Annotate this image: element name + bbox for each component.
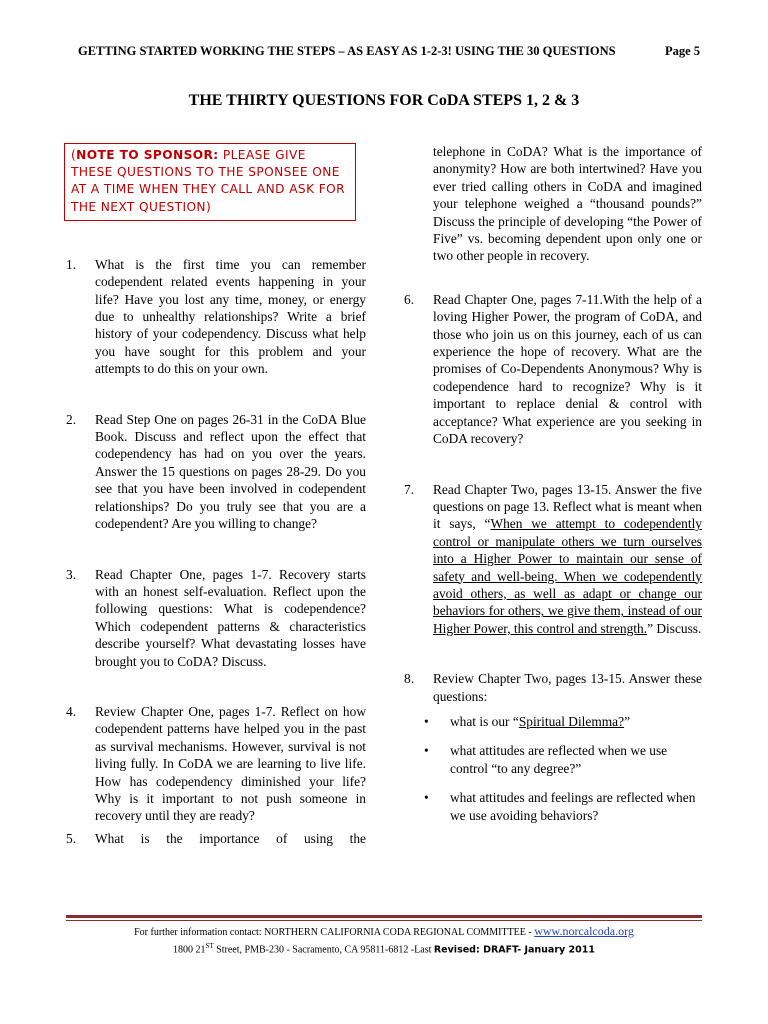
question-number: 8. (404, 671, 415, 687)
question-text: What is the importance of using the (95, 830, 366, 846)
question-text: Review Chapter Two, pages 13-15. Answer these questions: (433, 671, 702, 704)
bullet-text: what attitudes and feelings are reflected when we use avoiding behaviors? (450, 790, 696, 823)
page-header (78, 44, 700, 62)
footer-address-sup: ST (205, 941, 214, 950)
question-3 (66, 566, 366, 670)
question-number: 6. (404, 291, 415, 307)
bullet-item (424, 713, 702, 730)
page-number: Page 5 (664, 44, 700, 58)
question-1 (66, 256, 366, 378)
footer-address-b: Street, PMB-230 - Sacramento, CA 95811-6812 -Last (213, 943, 434, 955)
bullet-text-end: ” (624, 713, 631, 729)
footer-contact: For further information contact: NORTHERN CALIFORNIA CODA REGIONAL COMMITTEE - (134, 927, 535, 938)
note-label: NOTE TO SPONSOR: (76, 148, 219, 162)
question-6 (404, 291, 702, 448)
question-number: 2. (66, 411, 77, 427)
running-title: GETTING STARTED WORKING THE STEPS – AS EASY AS 1-2-3! USING THE 30 QUESTIONS (78, 44, 616, 58)
question-7-quote: When we attempt to codependently control or manipulate others we turn ourselves into a Higher Power to maintain our sense of safety and well-being. When we codependently avoid others, as well as adapt or change our behaviors for others, we give them, instead of our Higher Power, this control and strength. (433, 516, 702, 636)
question-7-intro: Read Chapter Two, pages 13-15. Answer the five questions on page 13. Reflect what is meant when it says, “ (433, 481, 702, 532)
footer-rule (66, 915, 702, 918)
question-8 (404, 670, 702, 705)
question-8-bullets (404, 713, 702, 824)
sponsor-note (64, 143, 356, 221)
bullet-icon: • (424, 790, 429, 806)
question-number: 7. (404, 481, 415, 497)
page-title: THE THIRTY QUESTIONS FOR CoDA STEPS 1, 2 & 3 (188, 92, 580, 109)
question-text: Review Chapter One, pages 1-7. Reflect on how codependent patterns have helped you in the past as survival mechanisms. However, survival is not living fully. In CoDA we are learning to live life. How has codependency diminished your life? Why is it important to not push someone in recovery until they are ready? (95, 703, 366, 824)
bullet-text: what is our “ (450, 713, 519, 729)
question-number: 1. (66, 256, 77, 272)
footer-line-2 (0, 940, 768, 957)
question-7 (404, 481, 702, 638)
website-link[interactable]: www.norcalcoda.org (534, 924, 634, 938)
right-column (404, 143, 702, 836)
question-text: What is the first time you can remember codependent related events happening in your life? Have you lost any time, money, or energy due to unhealthy relationships? Write a brief history of your codependency. Discuss what help you have sought for this problem and your attempts to do this on your own. (95, 256, 366, 377)
left-column (66, 143, 366, 847)
bullet-text: what attitudes are reflected when we use control “to any degree?” (450, 743, 668, 776)
question-5-continued: telephone in CoDA? What is the importance of anonymity? How are both intertwined? Have you ever tried calling others in CoDA and imagined your telephone weighed a “thousand pounds?” Discuss the principle of developing “the Power of Five” vs. becoming dependent upon only one or two other people in recovery. (433, 144, 702, 264)
question-5 (66, 830, 366, 847)
bullet-icon: • (424, 743, 429, 759)
bullet-item (424, 789, 702, 824)
footer-address-a: 1800 21 (173, 943, 206, 955)
question-2 (66, 411, 366, 533)
question-number: 3. (66, 566, 77, 582)
footer-rule-thin (66, 920, 702, 921)
question-text: Read Chapter One, pages 7-11.With the help of a loving Higher Power, the program of CoDA, and those who join us on this journey, each of us can experience the hope of recovery. What are the promises of Co-Dependents Anonymous? Why is codependence hard to recognize? Why is it important to replace denial & control with acceptance? What experience are you seeking in CoDA recovery? (433, 291, 702, 447)
question-7-outro: ” Discuss. (647, 620, 702, 636)
question-4 (66, 703, 366, 825)
page-footer (0, 925, 768, 956)
bullet-item (424, 742, 702, 777)
question-text: Read Chapter One, pages 1-7. Recovery starts with an honest self-evaluation. Reflect upon the following questions: What is codependence? Which codependent patterns & characteristics describe yourself? What devastating losses have brought you to CoDA? Discuss. (95, 566, 366, 669)
question-number: 5. (66, 830, 77, 846)
question-number: 4. (66, 703, 77, 719)
footer-line-1 (0, 925, 768, 940)
note-text: PLEASE GIVE THESE QUESTIONS TO THE SPONSEE ONE AT A TIME WHEN THEY CALL AND ASK FOR THE NEXT QUESTION) (71, 148, 346, 214)
question-text: Read Step One on pages 26-31 in the CoDA Blue Book. Discuss and reflect upon the effect that codependency has had on you over the years. Answer the 15 questions on pages 28-29. Do you see that you have been involved in codependent relationships? Do you truly see that you are a codependent? Are you willing to change? (95, 411, 366, 532)
question-text (433, 481, 702, 638)
bullet-underlined: Spiritual Dilemma? (518, 713, 625, 729)
bullet-icon: • (424, 713, 429, 729)
note-open-paren: ( (71, 148, 77, 162)
revision-date: Revised: DRAFT- January 2011 (433, 943, 595, 955)
